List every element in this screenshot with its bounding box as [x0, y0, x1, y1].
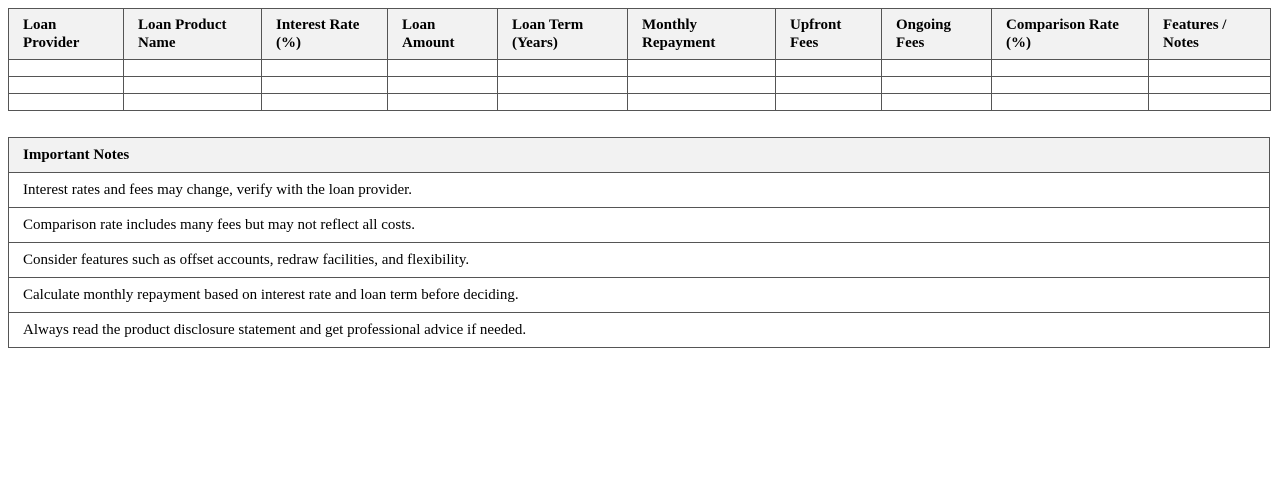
table-cell	[776, 94, 882, 111]
table-cell	[1149, 94, 1271, 111]
header-loan-provider: Loan Provider	[9, 9, 124, 60]
table-row	[9, 94, 1271, 111]
table-cell	[9, 94, 124, 111]
note-text: Comparison rate includes many fees but may not reflect all costs.	[9, 208, 1270, 243]
table-cell	[992, 77, 1149, 94]
list-item	[9, 243, 1270, 278]
table-cell	[992, 94, 1149, 111]
table-cell	[262, 77, 388, 94]
header-loan-amount: Loan Amount	[388, 9, 498, 60]
table-cell	[388, 94, 498, 111]
table-cell	[1149, 77, 1271, 94]
note-text: Consider features such as offset accounts, redraw facilities, and flexibility.	[9, 243, 1270, 278]
header-interest-rate: Interest Rate (%)	[262, 9, 388, 60]
important-notes-table	[8, 137, 1270, 348]
header-ongoing-fees: Ongoing Fees	[882, 9, 992, 60]
table-row	[9, 77, 1271, 94]
header-upfront-fees: Upfront Fees	[776, 9, 882, 60]
header-loan-product-name: Loan Product Name	[124, 9, 262, 60]
table-cell	[628, 94, 776, 111]
loan-comparison-table	[8, 8, 1271, 111]
table-cell	[776, 60, 882, 77]
table-cell	[498, 77, 628, 94]
list-item	[9, 278, 1270, 313]
note-text: Calculate monthly repayment based on interest rate and loan term before deciding.	[9, 278, 1270, 313]
table-cell	[498, 94, 628, 111]
table-cell	[124, 94, 262, 111]
note-text: Always read the product disclosure statement and get professional advice if needed.	[9, 313, 1270, 348]
header-features-notes: Features / Notes	[1149, 9, 1271, 60]
table-cell	[992, 60, 1149, 77]
list-item	[9, 173, 1270, 208]
table-cell	[9, 77, 124, 94]
table-cell	[1149, 60, 1271, 77]
table-row	[9, 60, 1271, 77]
header-loan-term: Loan Term (Years)	[498, 9, 628, 60]
note-text: Interest rates and fees may change, verify with the loan provider.	[9, 173, 1270, 208]
table-cell	[882, 77, 992, 94]
table-cell	[388, 60, 498, 77]
table-cell	[262, 60, 388, 77]
table-cell	[9, 60, 124, 77]
table-cell	[628, 60, 776, 77]
list-item	[9, 208, 1270, 243]
table-cell	[882, 60, 992, 77]
notes-title: Important Notes	[9, 138, 1270, 173]
table-cell	[776, 77, 882, 94]
table-cell	[262, 94, 388, 111]
table-cell	[882, 94, 992, 111]
header-comparison-rate: Comparison Rate (%)	[992, 9, 1149, 60]
table-header-row	[9, 9, 1271, 60]
table-cell	[124, 60, 262, 77]
table-cell	[628, 77, 776, 94]
header-monthly-repayment: Monthly Repayment	[628, 9, 776, 60]
table-cell	[124, 77, 262, 94]
list-item	[9, 313, 1270, 348]
table-cell	[388, 77, 498, 94]
notes-header-row	[9, 138, 1270, 173]
table-cell	[498, 60, 628, 77]
